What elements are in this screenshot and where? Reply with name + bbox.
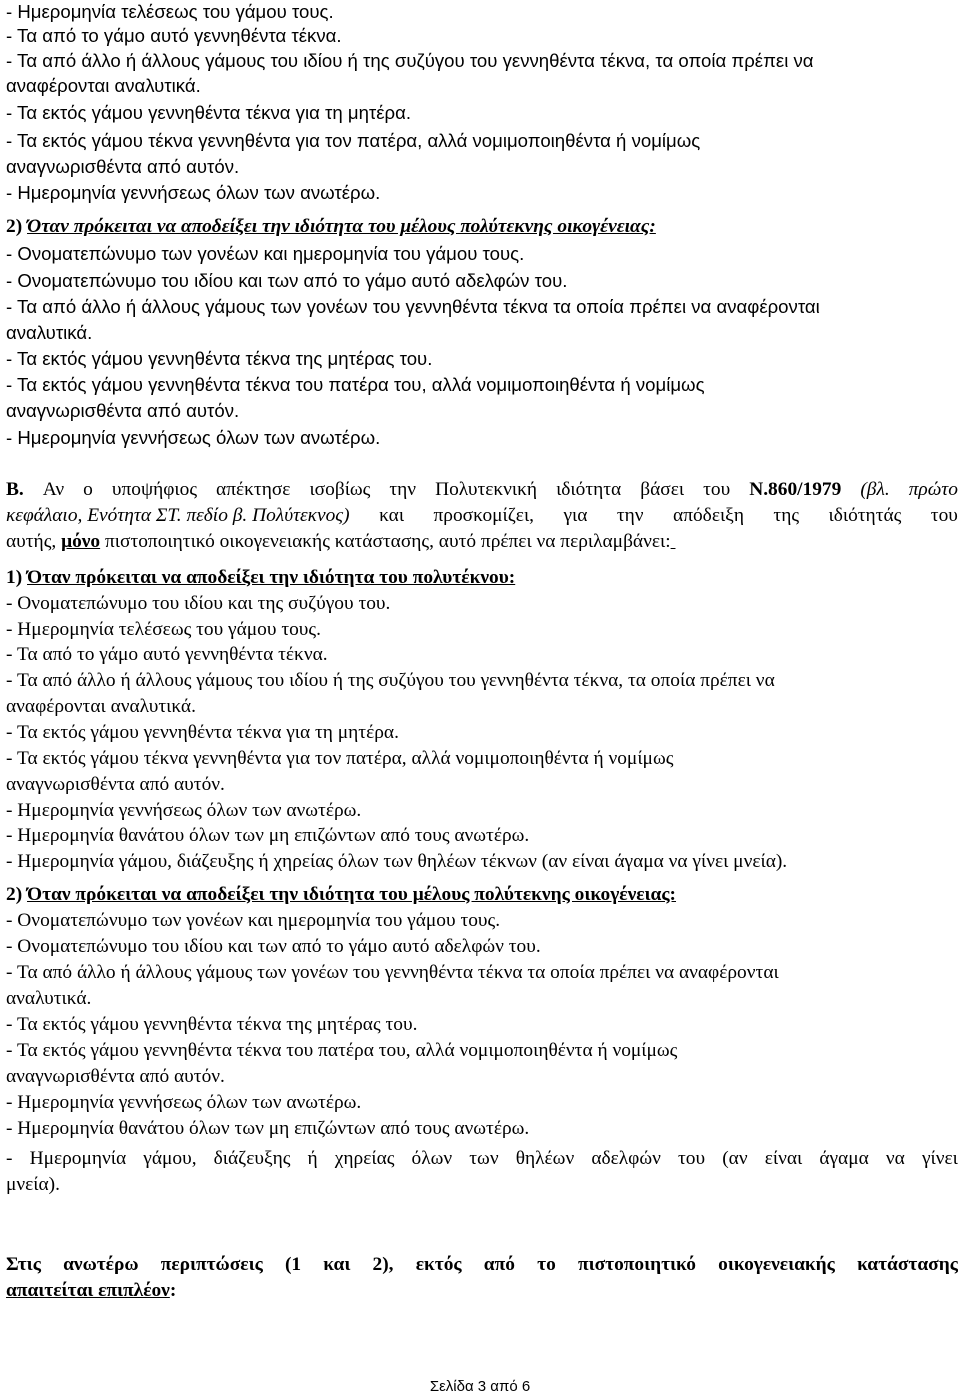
underlined-phrase: απαιτείται επιπλέον bbox=[6, 1280, 170, 1301]
list-item: - Ημερομηνία θανάτου όλων των μη επιζώντων από τους ανωτέρω. bbox=[6, 1118, 530, 1139]
word: 2), bbox=[372, 1254, 394, 1275]
emphasis-only: μόνο bbox=[61, 531, 101, 552]
list-item: - Τα εκτός γάμου γεννηθέντα τέκνα της μητέρας του. bbox=[6, 348, 433, 369]
list-item: - Τα εκτός γάμου γεννηθέντα τέκνα του πατέρα του, αλλά νομιμοποιηθέντα ή νομίμως bbox=[6, 1040, 678, 1061]
word: αδελφών bbox=[591, 1148, 661, 1169]
list-item: μνεία). bbox=[6, 1174, 60, 1195]
word: κατάστασης bbox=[857, 1254, 958, 1275]
list-item: - Ημερομηνία γεννήσεως όλων των ανωτέρω. bbox=[6, 800, 362, 821]
section-heading bbox=[6, 216, 958, 238]
list-item: - Ονοματεπώνυμο των γονέων και ημερομηνία του γάμου τους. bbox=[6, 910, 501, 931]
section-heading bbox=[6, 567, 958, 589]
list-item: - Τα εκτός γάμου γεννηθέντα τέκνα της μητέρας του. bbox=[6, 1014, 418, 1035]
chapter-reference: κεφάλαιο, Ενότητα ΣΤ. πεδίο β. Πολύτεκνος) bbox=[6, 505, 350, 526]
list-item: - Ημερομηνία γεννήσεως όλων των ανωτέρω. bbox=[6, 427, 381, 448]
list-item: - Τα εκτός γάμου γεννηθέντα τέκνα για τη μητέρα. bbox=[6, 722, 399, 743]
word: του bbox=[930, 505, 958, 526]
law-reference: Ν.860/1979 bbox=[749, 479, 842, 500]
word: την bbox=[616, 505, 644, 526]
list-item: - Τα από άλλο ή άλλους γάμους των γονέων του γεννηθέντα τέκνα τα οποία πρέπει να αναφέρονται bbox=[6, 962, 779, 983]
list-item: - Ημερομηνία γάμου, διάζευξης ή χηρείας όλων των θηλέων τέκνων (αν είναι άγαμα να γίνει μνεία). bbox=[6, 851, 788, 872]
word: είναι bbox=[764, 1148, 803, 1169]
word: απόδειξη bbox=[673, 505, 744, 526]
list-item: αναγνωρισθέντα από αυτόν. bbox=[6, 400, 240, 421]
word: (1 bbox=[284, 1254, 302, 1275]
word: ο bbox=[83, 479, 93, 500]
word: θηλέων bbox=[515, 1148, 575, 1169]
closing-line-1 bbox=[6, 1254, 958, 1276]
list-item: - Τα εκτός γάμου γεννηθέντα τέκνα του πατέρα του, αλλά νομιμοποιηθέντα ή νομίμως bbox=[6, 374, 705, 395]
list-item: - Ονοματεπώνυμο του ιδίου και των από το γάμο αυτό αδελφών του. bbox=[6, 936, 541, 957]
word: ιδιότητάς bbox=[828, 505, 902, 526]
list-item: - Ημερομηνία γεννήσεως όλων των ανωτέρω. bbox=[6, 1092, 362, 1113]
heading-number: 1) bbox=[6, 567, 23, 588]
underline-tail bbox=[671, 531, 676, 552]
list-item: - Τα από το γάμο αυτό γεννηθέντα τέκνα. bbox=[6, 644, 328, 665]
list-item: αναγνωρισθέντα από αυτόν. bbox=[6, 156, 240, 177]
list-item: αναφέρονται αναλυτικά. bbox=[6, 696, 196, 717]
list-item-justified bbox=[6, 1148, 958, 1170]
word: όλων bbox=[411, 1148, 453, 1169]
list-item: - Ονοματεπώνυμο των γονέων και ημερομηνία του γάμου τους. bbox=[6, 243, 525, 264]
word: ισοβίως bbox=[309, 479, 371, 500]
list-item: αναλυτικά. bbox=[6, 988, 92, 1009]
list-item: - Τα εκτός γάμου τέκνα γεννηθέντα για τον πατέρα, αλλά νομιμοποιηθέντα ή νομίμως bbox=[6, 130, 701, 151]
word: του bbox=[678, 1148, 706, 1169]
word: και bbox=[379, 505, 405, 526]
word: Πολυτεκνική bbox=[435, 479, 538, 500]
list-item: - Τα εκτός γάμου γεννηθέντα τέκνα για τη μητέρα. bbox=[6, 102, 412, 123]
word: γάμου, bbox=[143, 1148, 197, 1169]
section-letter: Β. bbox=[6, 479, 24, 500]
word: ή bbox=[307, 1148, 318, 1169]
section-b-line-3 bbox=[6, 531, 958, 553]
word: αυτής, bbox=[6, 531, 57, 552]
list-item: - Ονοματεπώνυμο του ιδίου και της συζύγου του. bbox=[6, 593, 391, 614]
word: από bbox=[483, 1254, 515, 1275]
list-item: - Τα από άλλο ή άλλους γάμους του ιδίου ή της συζύγου του γεννηθέντα τέκνα, τα οποία πρέπει να bbox=[6, 670, 775, 691]
heading-text: Όταν πρόκειται να αποδείξει την ιδιότητα του μέλους πολύτεκνης οικογένειας: bbox=[27, 884, 677, 905]
sentence: πιστοποιητικό οικογενειακής κατάστασης, αυτό πρέπει να περιλαμβάνει: bbox=[104, 531, 671, 552]
word: Ημερομηνία bbox=[29, 1148, 127, 1169]
word: εκτός bbox=[415, 1254, 462, 1275]
word: βάσει bbox=[640, 479, 685, 500]
word: (βλ. bbox=[860, 479, 890, 500]
word: των bbox=[469, 1148, 499, 1169]
word: (αν bbox=[722, 1148, 748, 1169]
heading-text: Όταν πρόκειται να αποδείξει την ιδιότητα του πολυτέκνου: bbox=[27, 567, 516, 588]
word: περιπτώσεις bbox=[160, 1254, 263, 1275]
list-item: αναλυτικά. bbox=[6, 322, 93, 343]
word: την bbox=[389, 479, 417, 500]
list-item: - Τα εκτός γάμου τέκνα γεννηθέντα για τον πατέρα, αλλά νομιμοποιηθέντα ή νομίμως bbox=[6, 748, 674, 769]
section-b-line-1 bbox=[6, 479, 958, 501]
list-item: - Τα από άλλο ή άλλους γάμους του ιδίου ή της συζύγου του γεννηθέντα τέκνα, τα οποία πρέπει να bbox=[6, 50, 814, 71]
section-b-line-2 bbox=[6, 505, 958, 527]
list-item: - Ημερομηνία γεννήσεως όλων των ανωτέρω. bbox=[6, 182, 381, 203]
list-item: - Τα από άλλο ή άλλους γάμους των γονέων του γεννηθέντα τέκνα τα οποία πρέπει να αναφέρονται bbox=[6, 296, 820, 317]
word: ανωτέρω bbox=[63, 1254, 139, 1275]
word: υποψήφιος bbox=[111, 479, 198, 500]
word: Στις bbox=[6, 1254, 41, 1275]
closing-line-2 bbox=[6, 1280, 958, 1302]
heading-number: 2) bbox=[6, 216, 23, 237]
word: ιδιότητα bbox=[556, 479, 622, 500]
section-heading bbox=[6, 884, 958, 906]
list-item: - Ημερομηνία τελέσεως του γάμου τους. bbox=[6, 1, 334, 22]
list-item: αναγνωρισθέντα από αυτόν. bbox=[6, 774, 225, 795]
word: γίνει bbox=[921, 1148, 958, 1169]
word: πρώτο bbox=[908, 479, 958, 500]
word: να bbox=[885, 1148, 905, 1169]
word: οικογενειακής bbox=[718, 1254, 835, 1275]
word: - bbox=[6, 1148, 13, 1169]
word: το bbox=[537, 1254, 556, 1275]
heading-number: 2) bbox=[6, 884, 23, 905]
colon: : bbox=[169, 1280, 177, 1301]
word: και bbox=[323, 1254, 351, 1275]
word: απέκτησε bbox=[216, 479, 291, 500]
heading-text: Όταν πρόκειται να αποδείξει την ιδιότητα του μέλους πολύτεκνης οικογένειας: bbox=[27, 216, 656, 237]
word: για bbox=[563, 505, 588, 526]
word: προσκομίζει, bbox=[433, 505, 535, 526]
word: διάζευξης bbox=[213, 1148, 291, 1169]
list-item: αναγνωρισθέντα από αυτόν. bbox=[6, 1066, 225, 1087]
word: Αν bbox=[42, 479, 65, 500]
page-number: Σελίδα 3 από 6 bbox=[429, 1378, 531, 1395]
list-item: αναφέρονται αναλυτικά. bbox=[6, 75, 201, 96]
list-item: - Τα από το γάμο αυτό γεννηθέντα τέκνα. bbox=[6, 25, 342, 46]
list-item: - Ημερομηνία τελέσεως του γάμου τους. bbox=[6, 619, 321, 640]
word: πιστοποιητικό bbox=[577, 1254, 696, 1275]
word: άγαμα bbox=[819, 1148, 869, 1169]
word: της bbox=[773, 505, 800, 526]
word: χηρείας bbox=[334, 1148, 395, 1169]
list-item: - Ονοματεπώνυμο του ιδίου και των από το γάμο αυτό αδελφών του. bbox=[6, 270, 568, 291]
list-item: - Ημερομηνία θανάτου όλων των μη επιζώντων από τους ανωτέρω. bbox=[6, 825, 530, 846]
word: του bbox=[703, 479, 731, 500]
